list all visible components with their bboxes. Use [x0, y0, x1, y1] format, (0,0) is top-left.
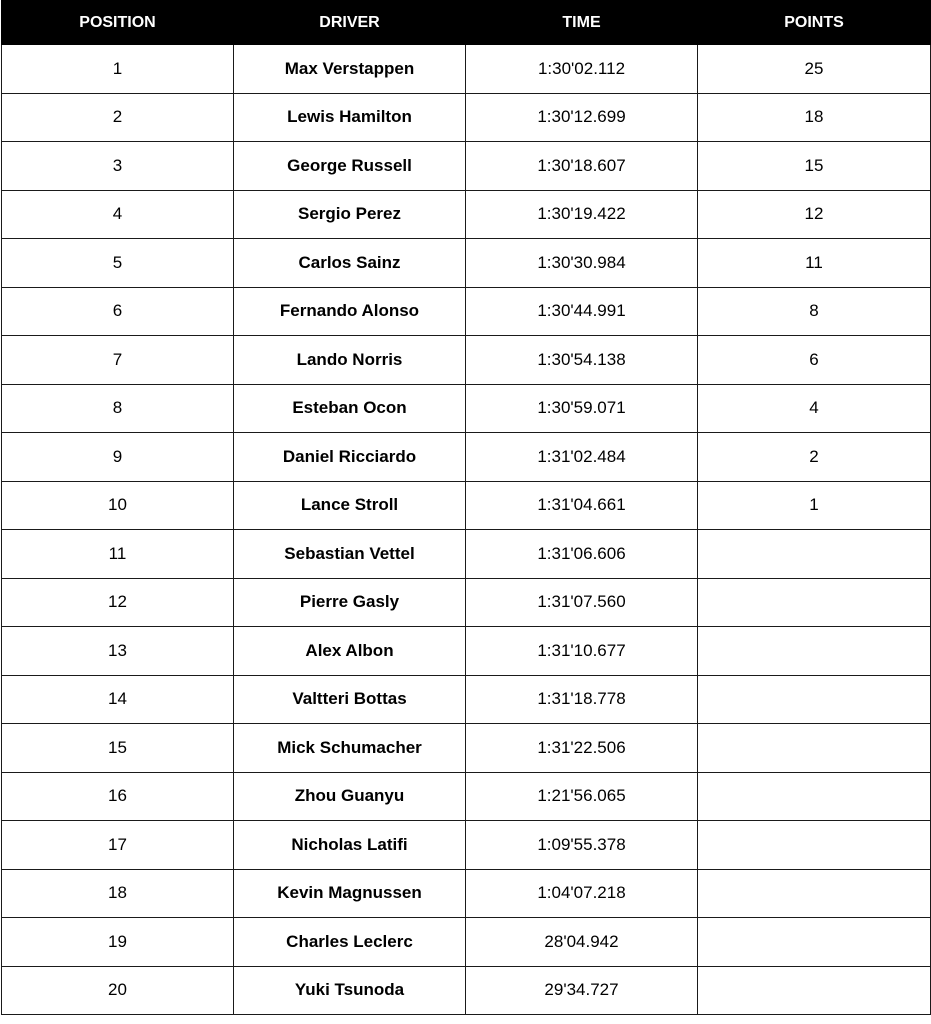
driver-cell: Sergio Perez [234, 190, 466, 239]
table-row [2, 45, 931, 94]
position-cell: 10 [2, 481, 234, 530]
points-cell: 4 [698, 384, 931, 433]
time-cell: 1:30'18.607 [466, 142, 698, 191]
points-cell: 12 [698, 190, 931, 239]
table-row [2, 384, 931, 433]
header-row [2, 1, 931, 45]
position-cell: 6 [2, 287, 234, 336]
column-header-position: POSITION [2, 1, 234, 45]
table-row [2, 481, 931, 530]
points-cell [698, 772, 931, 821]
position-cell: 17 [2, 821, 234, 870]
time-cell: 1:30'54.138 [466, 336, 698, 385]
driver-cell: Daniel Ricciardo [234, 433, 466, 482]
points-cell: 2 [698, 433, 931, 482]
table-body [2, 45, 931, 1015]
time-cell: 1:09'55.378 [466, 821, 698, 870]
column-header-time: TIME [466, 1, 698, 45]
points-cell: 18 [698, 93, 931, 142]
position-cell: 7 [2, 336, 234, 385]
time-cell: 1:30'02.112 [466, 45, 698, 94]
driver-cell: Yuki Tsunoda [234, 966, 466, 1015]
position-cell: 3 [2, 142, 234, 191]
position-cell: 14 [2, 675, 234, 724]
points-cell [698, 966, 931, 1015]
time-cell: 1:30'59.071 [466, 384, 698, 433]
driver-cell: Pierre Gasly [234, 578, 466, 627]
column-header-driver: DRIVER [234, 1, 466, 45]
time-cell: 1:31'07.560 [466, 578, 698, 627]
time-cell: 1:31'18.778 [466, 675, 698, 724]
driver-cell: Max Verstappen [234, 45, 466, 94]
points-cell [698, 627, 931, 676]
time-cell: 1:31'06.606 [466, 530, 698, 579]
table-row [2, 190, 931, 239]
points-cell [698, 530, 931, 579]
points-cell: 25 [698, 45, 931, 94]
driver-cell: Fernando Alonso [234, 287, 466, 336]
driver-cell: Lance Stroll [234, 481, 466, 530]
points-cell: 11 [698, 239, 931, 288]
position-cell: 18 [2, 869, 234, 918]
position-cell: 15 [2, 724, 234, 773]
time-cell: 1:30'19.422 [466, 190, 698, 239]
time-cell: 29'34.727 [466, 966, 698, 1015]
position-cell: 5 [2, 239, 234, 288]
driver-cell: Nicholas Latifi [234, 821, 466, 870]
table-row [2, 239, 931, 288]
driver-cell: Valtteri Bottas [234, 675, 466, 724]
time-cell: 1:30'44.991 [466, 287, 698, 336]
driver-cell: George Russell [234, 142, 466, 191]
position-cell: 2 [2, 93, 234, 142]
race-results-table [1, 0, 931, 1015]
position-cell: 4 [2, 190, 234, 239]
time-cell: 1:31'10.677 [466, 627, 698, 676]
table-row [2, 869, 931, 918]
time-cell: 1:31'04.661 [466, 481, 698, 530]
points-cell: 6 [698, 336, 931, 385]
table-row [2, 578, 931, 627]
table-row [2, 530, 931, 579]
driver-cell: Alex Albon [234, 627, 466, 676]
table-row [2, 142, 931, 191]
table-row [2, 287, 931, 336]
position-cell: 16 [2, 772, 234, 821]
table-row [2, 93, 931, 142]
table-row [2, 918, 931, 967]
position-cell: 12 [2, 578, 234, 627]
position-cell: 11 [2, 530, 234, 579]
points-cell [698, 578, 931, 627]
time-cell: 1:31'02.484 [466, 433, 698, 482]
points-cell [698, 675, 931, 724]
driver-cell: Charles Leclerc [234, 918, 466, 967]
points-cell [698, 821, 931, 870]
table-row [2, 627, 931, 676]
driver-cell: Kevin Magnussen [234, 869, 466, 918]
table-row [2, 433, 931, 482]
time-cell: 1:31'22.506 [466, 724, 698, 773]
time-cell: 1:04'07.218 [466, 869, 698, 918]
position-cell: 8 [2, 384, 234, 433]
driver-cell: Lewis Hamilton [234, 93, 466, 142]
position-cell: 1 [2, 45, 234, 94]
driver-cell: Sebastian Vettel [234, 530, 466, 579]
points-cell: 8 [698, 287, 931, 336]
position-cell: 9 [2, 433, 234, 482]
driver-cell: Mick Schumacher [234, 724, 466, 773]
column-header-points: POINTS [698, 1, 931, 45]
table-row [2, 724, 931, 773]
position-cell: 19 [2, 918, 234, 967]
points-cell [698, 918, 931, 967]
time-cell: 1:30'12.699 [466, 93, 698, 142]
time-cell: 1:30'30.984 [466, 239, 698, 288]
driver-cell: Carlos Sainz [234, 239, 466, 288]
table-header [2, 1, 931, 45]
time-cell: 28'04.942 [466, 918, 698, 967]
driver-cell: Zhou Guanyu [234, 772, 466, 821]
position-cell: 20 [2, 966, 234, 1015]
table-row [2, 772, 931, 821]
table-row [2, 675, 931, 724]
table-row [2, 966, 931, 1015]
points-cell [698, 869, 931, 918]
position-cell: 13 [2, 627, 234, 676]
points-cell: 15 [698, 142, 931, 191]
points-cell: 1 [698, 481, 931, 530]
time-cell: 1:21'56.065 [466, 772, 698, 821]
table-row [2, 336, 931, 385]
driver-cell: Esteban Ocon [234, 384, 466, 433]
points-cell [698, 724, 931, 773]
table-row [2, 821, 931, 870]
driver-cell: Lando Norris [234, 336, 466, 385]
